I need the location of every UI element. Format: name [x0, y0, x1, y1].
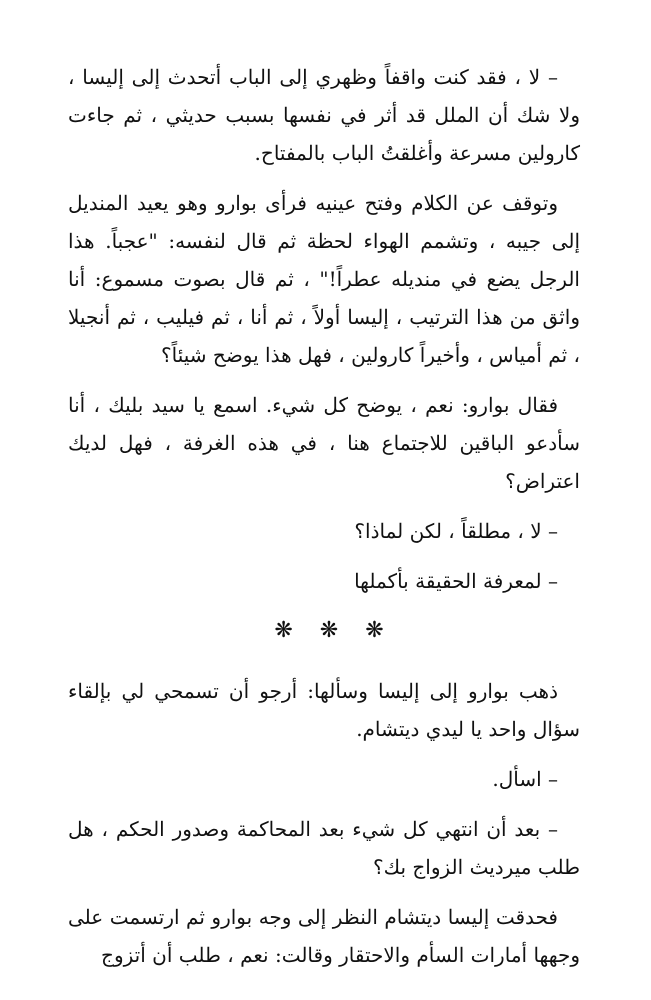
paragraph-gather-everyone: فقال بوارو: نعم ، يوضح كل شيء. اسمع يا سيد بليك ، أنا سأدعو الباقين للاجتماع هنا ، في هذه الغرفة ، فهل لديك اعتراض؟	[68, 393, 580, 493]
section-separator-asterisks: ❋ ❋ ❋	[274, 618, 394, 643]
dialogue-ask: – اسأل.	[492, 767, 558, 791]
paragraph-door-locked: – لا ، فقد كنت واقفاً وظهري إلى الباب أتحدث إلى إليسا ، ولا شك أن الملل قد أثر في نفسها بسبب حديثي ، ثم جاءت كارولين مسرعة وأغلقتُ الباب بالمفتاح.	[68, 65, 580, 165]
paragraph-handkerchief-perfume: وتوقف عن الكلام وفتح عينيه فرأى بوارو وهو يعيد المنديل إلى جيبه ، وتشمم الهواء لحظة ثم قال لنفسه: "عجباً. هذا الرجل يضع في منديله عطراً!" ، ثم قال بصوت مسموع: أنا واثق من هذا الترتيب ، إليسا أولاً ، ثم أنا ، ثم فيليب ، ثم أنجيلا ، ثم أمياس ، وأخيراً كارولين ، فهل هذا يوضح شيئاً؟	[68, 191, 581, 367]
dialogue-why: – لا ، مطلقاً ، لكن لماذا؟	[354, 519, 558, 543]
book-page	[68, 58, 580, 986]
paragraph-elsa-reply: فحدقت إليسا ديتشام النظر إلى وجه بوارو ثم ارتسمت على وجهها أمارات السأم والاحتقار وقالت: نعم ، طلب أن أتزوج	[68, 905, 580, 967]
dialogue-truth: – لمعرفة الحقيقة بأكملها	[354, 569, 558, 593]
paragraph-poirot-asks-elsa: ذهب بوارو إلى إليسا وسألها: أرجو أن تسمحي لي بإلقاء سؤال واحد يا ليدي ديتشام.	[68, 679, 580, 741]
dialogue-marriage-question: – بعد أن انتهي كل شيء بعد المحاكمة وصدور الحكم ، هل طلب ميرديث الزواج بك؟	[68, 817, 580, 879]
